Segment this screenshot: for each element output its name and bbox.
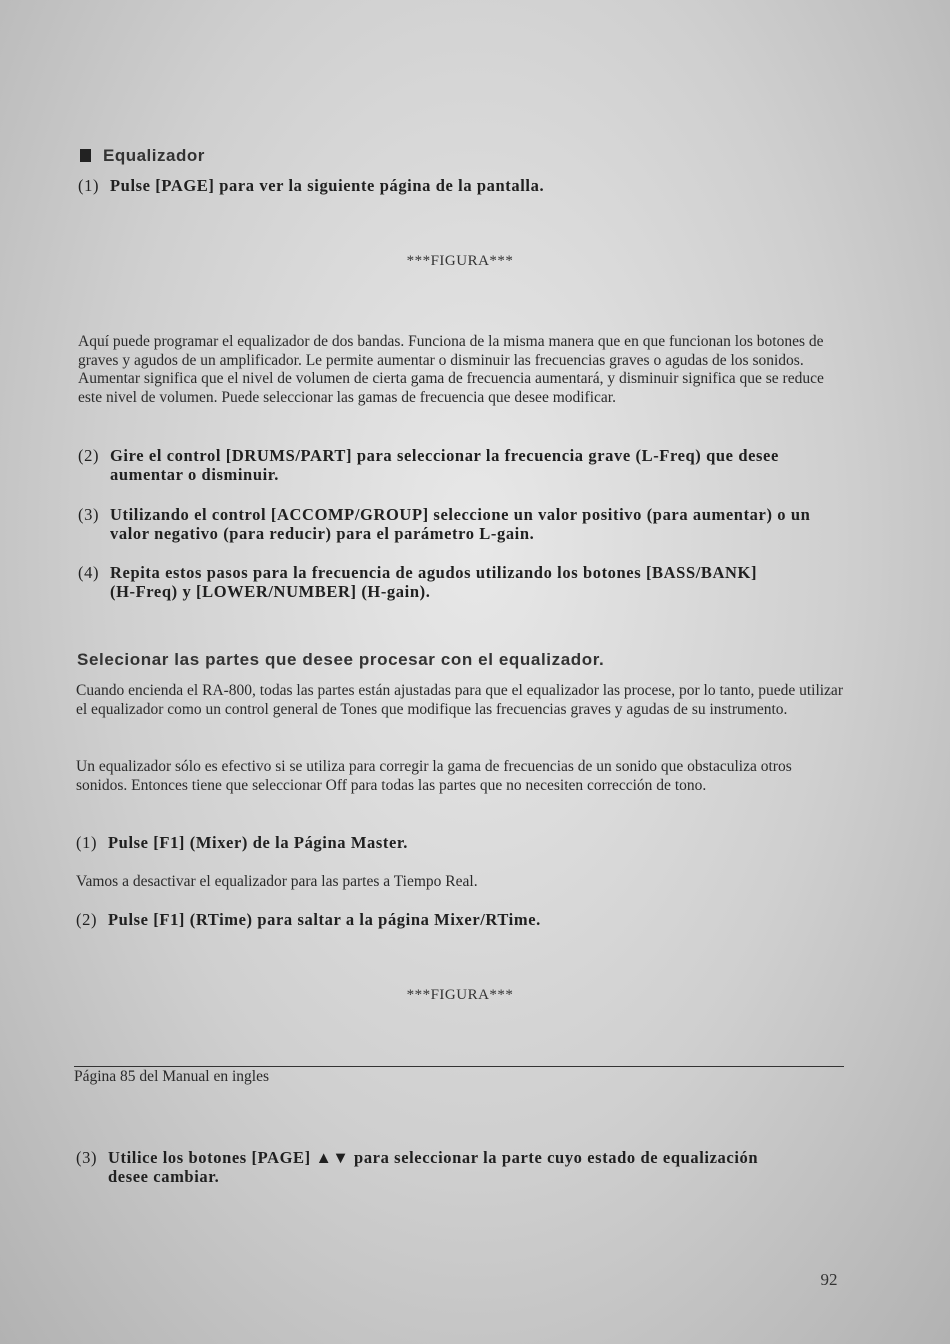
note-realtime: Vamos a desactivar el equalizador para las partes a Tiempo Real. [76, 873, 478, 890]
step-number: (3) [78, 505, 100, 524]
step-s2-3 [76, 1148, 796, 1186]
step-text: Repita estos pasos para la frecuencia de agudos utilizando los botones [BASS/BANK] (H-Freq) y [LOWER/NUMBER] (H-gain). [110, 563, 758, 601]
page-number: 92 [820, 1270, 838, 1289]
step-3 [78, 505, 818, 543]
step-number: (3) [76, 1148, 98, 1167]
section-title-text: Equalizador [103, 146, 205, 165]
footnote-source-page: Página 85 del Manual en ingles [74, 1068, 269, 1085]
section-title-selecionar: Selecionar las partes que desee procesar con el equalizador. [77, 650, 605, 669]
step-text: Pulse [PAGE] para ver la siguiente página de la pantalla. [110, 176, 545, 195]
figure-placeholder-1: ***FIGURA*** [406, 253, 514, 269]
bullet-square-icon [80, 149, 91, 162]
step-number: (1) [76, 833, 98, 852]
step-text: Gire el control [DRUMS/PART] para seleccionar la frecuencia grave (L-Freq) que desee aumentar o disminuir. [110, 446, 779, 484]
paragraph-equalizer-intro: Aquí puede programar el equalizador de dos bandas. Funciona de la misma manera que en que funcionan los botones de graves y agudos de un amplificador. Le permite aumentar o disminuir las frecuencias graves o agudas de los sonidos. Aumentar significa que el nivel de volumen de cierta gama de frecuencia aumentará, y disminuir significa que se reduce este nivel de volumen. Puede seleccionar las gamas de frecuencia que desee modificar. [78, 333, 824, 406]
step-text: Pulse [F1] (Mixer) de la Página Master. [108, 833, 409, 852]
paragraph-default-settings: Cuando encienda el RA-800, todas las partes están ajustadas para que el equalizador las procese, por lo tanto, puede utilizar el equalizador como un control general de Tones que modifique las frecuencias graves y agudas de su instrumento. [76, 682, 843, 718]
step-number: (2) [76, 910, 98, 929]
paragraph-effective-use: Un equalizador sólo es efectivo si se utiliza para corregir la gama de frecuencias de un sonido que obstaculiza otros sonidos. Entonces tiene que seleccionar Off para todas las partes que no necesiten corrección de tono. [76, 758, 792, 794]
step-s2-2 [76, 910, 816, 929]
step-number: (4) [78, 563, 100, 582]
step-text: Utilizando el control [ACCOMP/GROUP] seleccione un valor positivo (para aumentar) o un valor negativo (para reducir) para el parámetro L-gain. [110, 505, 811, 543]
step-s2-1 [76, 833, 816, 852]
step-text: Pulse [F1] (RTime) para saltar a la página Mixer/RTime. [108, 910, 541, 929]
step-4 [78, 563, 778, 601]
step-number: (2) [78, 446, 100, 465]
step-number: (1) [78, 176, 100, 195]
figure-placeholder-2: ***FIGURA*** [406, 987, 514, 1003]
divider-line [74, 1066, 844, 1067]
step-text: Utilice los botones [PAGE] ▲▼ para seleccionar la parte cuyo estado de equalización desee cambiar. [108, 1148, 759, 1186]
section-title-equalizador [80, 146, 205, 166]
step-1 [78, 176, 818, 195]
step-2 [78, 446, 818, 484]
